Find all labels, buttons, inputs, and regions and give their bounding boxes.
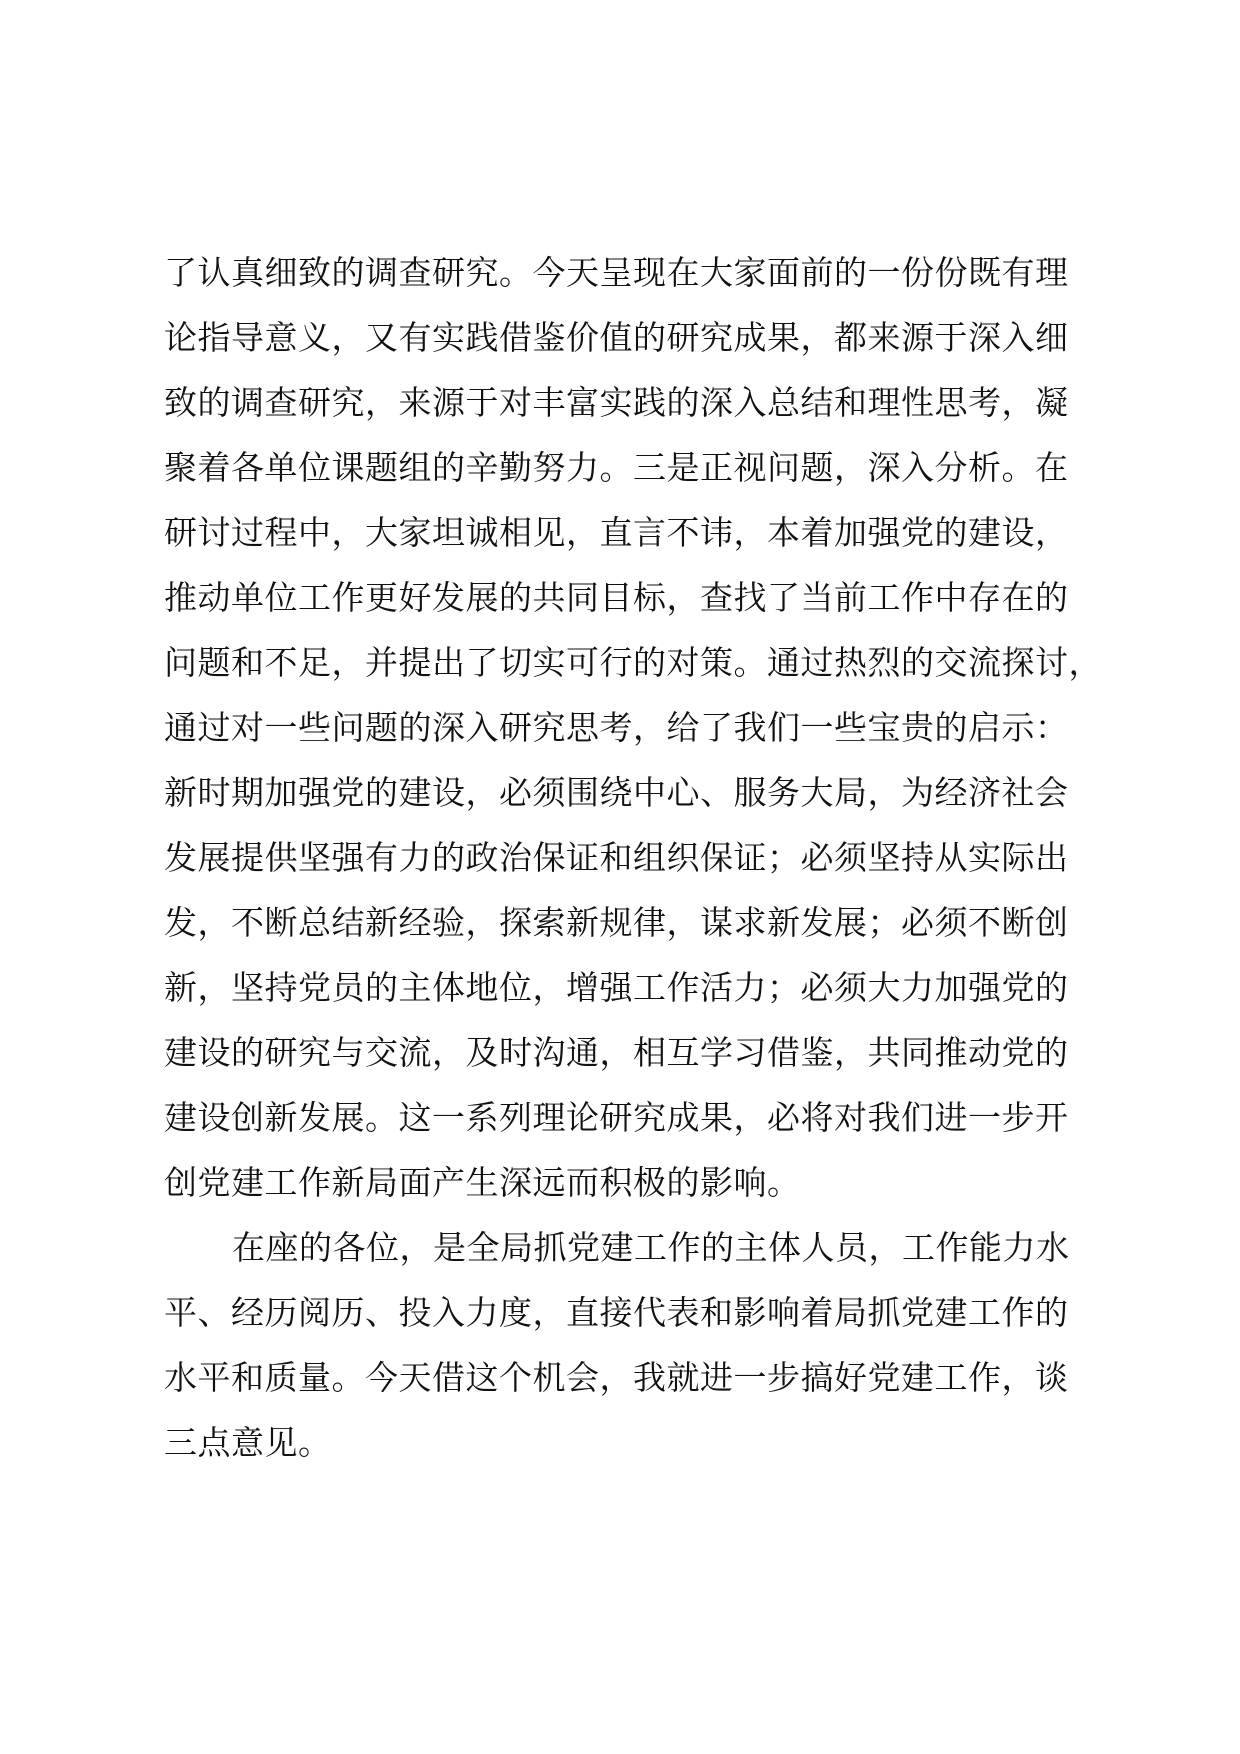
text-line: 平、经历阅历、投入力度，直接代表和影响着局抓党建工作的 <box>164 1293 1069 1332</box>
text-line: 通过对一些问题的深入研究思考，给了我们一些宝贵的启示： <box>164 708 1069 747</box>
text-line: 水平和质量。今天借这个机会，我就进一步搞好党建工作，谈 <box>164 1358 1069 1397</box>
text-line: 发展提供坚强有力的政治保证和组织保证；必须坚持从实际出 <box>164 838 1069 877</box>
paragraph <box>164 1215 1104 1475</box>
text-line: 创党建工作新局面产生深远而积极的影响。 <box>164 1163 801 1202</box>
text-line: 致的调查研究，来源于对丰富实践的深入总结和理性思考，凝 <box>164 383 1069 422</box>
text-line: 论指导意义，又有实践借鉴价值的研究成果，都来源于深入细 <box>164 318 1069 357</box>
text-line: 发，不断总结新经验，探索新规律，谋求新发展；必须不断创 <box>164 903 1069 942</box>
text-line: 建设创新发展。这一系列理论研究成果，必将对我们进一步开 <box>164 1098 1069 1137</box>
body-text <box>164 240 1104 1475</box>
text-line: 推动单位工作更好发展的共同目标，查找了当前工作中存在的 <box>164 578 1069 617</box>
text-line: 研讨过程中，大家坦诚相见，直言不讳，本着加强党的建设， <box>164 513 1069 552</box>
text-line: 新时期加强党的建设，必须围绕中心、服务大局，为经济社会 <box>164 773 1069 812</box>
text-line: 建设的研究与交流，及时沟通，相互学习借鉴，共同推动党的 <box>164 1033 1069 1072</box>
text-line-indented: 在座的各位，是全局抓党建工作的主体人员，工作能力水 <box>232 1228 1070 1267</box>
text-line: 三点意见。 <box>164 1423 332 1462</box>
paragraph-continuation <box>164 240 1104 1215</box>
text-line: 新，坚持党员的主体地位，增强工作活力；必须大力加强党的 <box>164 968 1069 1007</box>
text-line: 聚着各单位课题组的辛勤努力。三是正视问题，深入分析。在 <box>164 448 1069 487</box>
text-line: 问题和不足，并提出了切实可行的对策。通过热烈的交流探讨， <box>164 643 1102 682</box>
text-line: 了认真细致的调查研究。今天呈现在大家面前的一份份既有理 <box>164 253 1069 292</box>
